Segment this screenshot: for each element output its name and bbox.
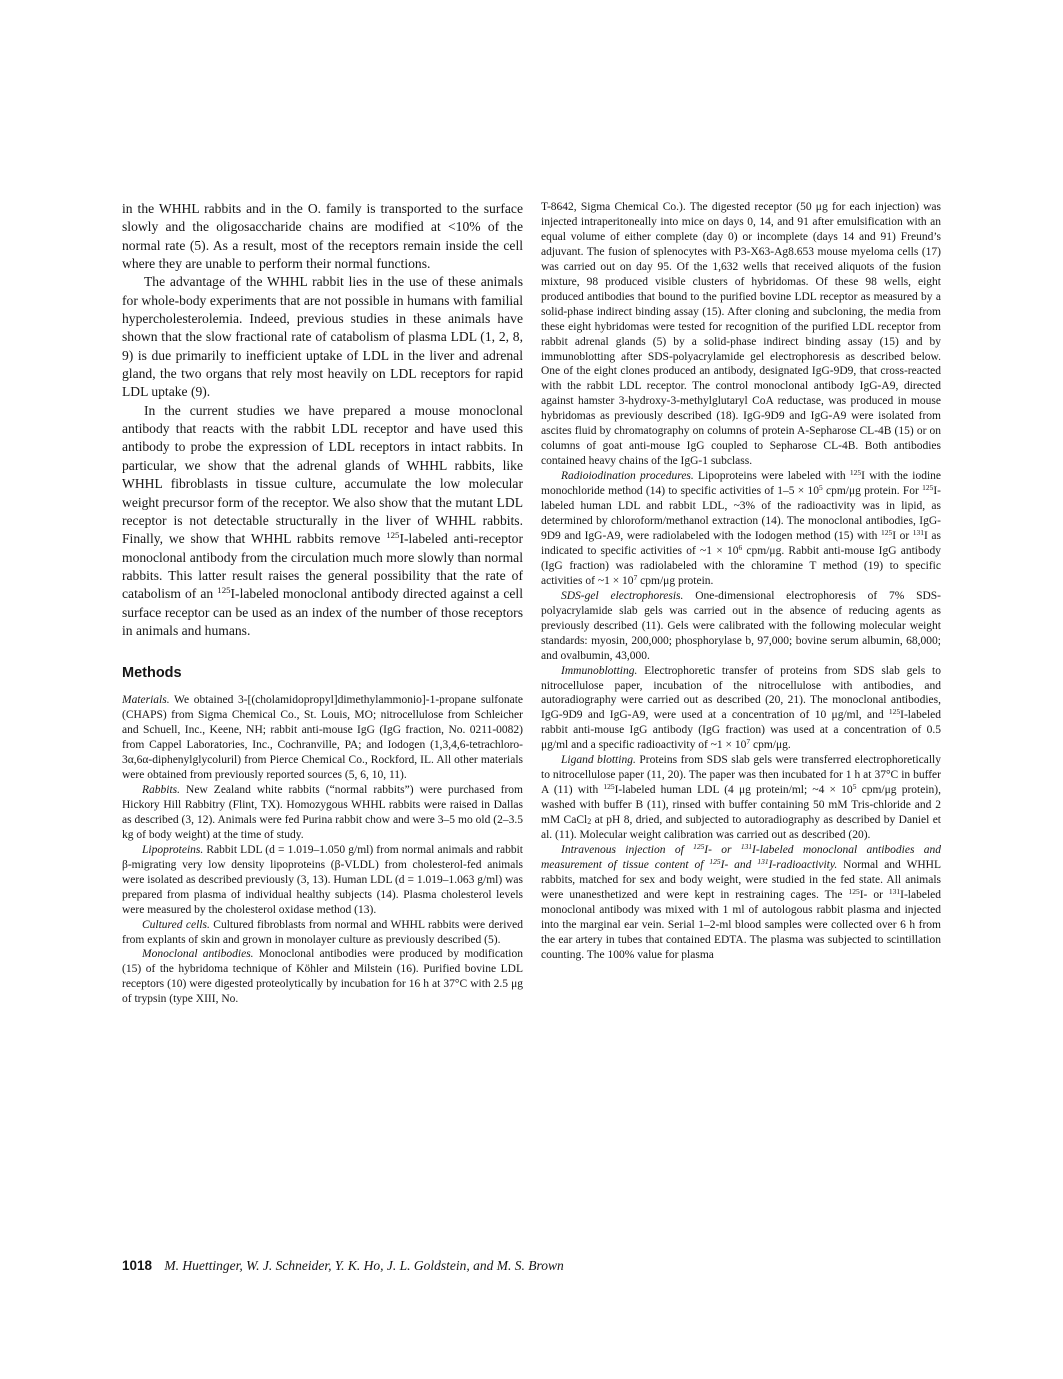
intravenous-injection-paragraph: Intravenous injection of $^{125}$I- or $^{131}$I-labeled monoclonal antibodies and measurement of tissue content of $^{125}$I- and $^{131}$I-radioactivity. Normal and WHHL rabbits, matched for sex and body weight, were studied in the fed state. All animals were unanesthetized and were kept in restraining cages. The $^{125}$I- or $^{131}$I-labeled monoclonal antibody was mixed with 1 ml of autologous rabbit plasma and injected into the marginal ear vein. Serial 1–2-ml blood samples were collected over 6 h from the ear artery in tubes that contained EDTA. The plasma was subjected to scintillation counting. The 100% value for plasma (541, 841, 941, 961)
monoclonal-antibodies-paragraph: Monoclonal antibodies. Monoclonal antibodies were produced by modification (15) of the hybridoma technique of Köhler and Milstein (16). Purified bovine LDL receptors (10) were digested proteolytically by incubation for 16 h at 37°C with 2.5 μg of trypsin (type XIII, No. (122, 948, 523, 1006)
cultured-cells-paragraph: Cultured cells. Cultured fibroblasts from normal and WHHL rabbits were derived from explants of skin and grown in monolayer culture as previously described (5). (122, 918, 523, 946)
radioiodination-paragraph: Radioiodination procedures. Lipoproteins were labeled with $^{125}$I with the iodine monochloride method (14) to specific activities of $1-5 \times 10^5$ cpm/μg protein. For $^{125}$I-labeled human LDL and rabbit LDL, ~3% of the radioactivity was in lipid, as determined by chloroform/methanol extraction (14). The monoclonal antibodies, IgG-9D9 and IgG-A9, were radiolabeled with the Iodogen method (15) with $^{125}$I or $^{131}$I as indicated to specific activities of ~1 × $10^6$ cpm/μg. Rabbit anti-mouse IgG antibody (IgG fraction) was radiolabeled with the chloramine T method (19) to specific activities of ~1 × $10^7$ cpm/μg protein. (541, 468, 942, 587)
page-footer (122, 1258, 564, 1274)
author-line: M. Huettinger, W. J. Schneider, Y. K. Ho, J. L. Goldstein, and M. S. Brown (164, 1258, 564, 1273)
left-column (122, 200, 523, 1007)
right-column (541, 200, 941, 963)
page-number: 1018 (122, 1258, 153, 1273)
monoclonal-antibodies-continued: T-8642, Sigma Chemical Co.). The digested receptor (50 μg for each injection) was injected intraperitoneally into mice on days 0, 14, and 91 after emulsification with an equal volume of either complete (day 0) or incomplete (days 14 and 91) Freund’s adjuvant. The fusion of splenocytes with P3-X63-Ag8.653 mouse myeloma cells (17) was carried out on day 95. Of the 1,632 wells that received aliquots of the fusion mixture, 98 produced visible clusters of hybridomas. Of these 98 wells, eight produced antibodies that bound to the purified bovine LDL receptor as measured by a solid-phase indirect binding assay (15). After cloning and subcloning, the media from these eight hybridomas were tested for recognition of the purified LDL receptor from rabbit adrenal glands (5) by a solid-phase indirect binding assay (15) and by immunoblotting after SDS-polyacrylamide gel electrophoresis as described below. One of the eight clones produced an antibody, designated IgG-9D9, that cross-reacted with the rabbit LDL receptor. The control monoclonal antibody IgG-A9, directed against hamster 3-hydroxy-3-methylglutaryl CoA reductase, was produced in mouse hybridomas as previously described (18). IgG-9D9 and IgG-A9 were isolated from ascites fluid by chromatography on columns of protein A-Sepharose CL-4B (15) or on columns of goat anti-mouse IgG coupled to Sepharose CL-4B. Both antibodies contained heavy chains of the IgG-1 subclass. (541, 201, 941, 468)
intro-paragraph: The advantage of the WHHL rabbit lies in the use of these animals for whole-body experiments that are not possible in humans with familial hypercholesterolemia. Indeed, previous studies in these animals have shown that the slow fractional rate of catabolism of plasma LDL (1, 2, 8, 9) is due primarily to inefficient uptake of LDL in the liver and adrenal gland, the two organs that rely most heavily on LDL receptors for rapid LDL uptake (9). (122, 274, 523, 400)
materials-paragraph: Materials. We obtained 3-[(cholamidopropyl]dimethylammonio]-1-propane sulfonate (CHAPS) from Sigma Chemical Co., St. Louis, MO; nitrocellulose from Schleicher and Schuell, Inc., Keene, NH; rabbit anti-mouse IgG (IgG fraction, No. 0211-0082) from Cappel Laboratories, Inc., Cochranville, PA; and Iodogen (1,3,4,6-tetrachloro-3α,6α-diphenylglycoluril) from Pierce Chemical Co., Rockford, IL. All other materials were obtained from previously reported sources (5, 6, 10, 11). (122, 694, 523, 782)
ligand-blotting-paragraph: Ligand blotting. Proteins from SDS slab gels were transferred electrophoretically to nitrocellulose paper (11, 20). The paper was then incubated for 1 h at 37°C in buffer A (11) with $^{125}$I-labeled human LDL (4 μg protein/ml; ~4 × $10^5$ cpm/μg protein), washed with buffer B (11), rinsed with buffer containing 50 mM Tris-chloride and 2 mM CaCl$_2$ at pH 8, dried, and subjected to autoradiography as described by Daniel et al. (11). Molecular weight calibration was carried out as described (20). (541, 754, 941, 842)
immunoblotting-paragraph: Immunoblotting. Electrophoretic transfer of proteins from SDS slab gels to nitrocellulose paper, incubation of the nitrocellulose with antibodies, and autoradiography were carried out as described (20, 21). The monoclonal antibodies, IgG-9D9 and IgG-A9, were used at a concentration of 10 μg/ml, and $^{125}$I-labeled rabbit anti-mouse IgG antibody (IgG fraction) was used at a concentration of 0.5 μg/ml and a specific radioactivity of ~1 × $10^7$ cpm/μg. (541, 664, 941, 752)
lipoproteins-paragraph: Lipoproteins. Rabbit LDL (d = 1.019–1.050 g/ml) from normal animals and rabbit β-migrating very low density lipoproteins (β-VLDL) from cholesterol-fed animals were isolated as described previously (3, 13). Human LDL (d = 1.019–1.063 g/ml) was prepared from plasma of individual healthy subjects (14). Plasma cholesterol levels were measured by the cholesterol oxidase method (13). (122, 843, 523, 916)
intro-paragraph: in the WHHL rabbits and in the O. family is transported to the surface slowly and the oligosaccharide chains are modified at <10% of the normal rate (5). As a result, most of the receptors remain inside the cell where they are unable to perform their normal functions. (122, 201, 523, 272)
sds-gel-paragraph: SDS-gel electrophoresis. One-dimensional electrophoresis of 7% SDS-polyacrylamide slab gels was carried out in the absence of reducing agents as previously described (11). Gels were calibrated with the following molecular weight standards: myosin, 200,000; phosphorylase b, 97,000; bovine serum albumin, 68,000; and ovalbumin, 43,000. (541, 589, 942, 662)
methods-heading: Methods (122, 665, 182, 682)
current-studies-paragraph: In the current studies we have prepared a mouse monoclonal antibody that reacts with the rabbit LDL receptor and have used this antibody to probe the expression of LDL receptors in intact rabbits. In particular, we show that the adrenal glands of WHHL rabbits, like WHHL fibroblasts in tissue culture, accumulate the low molecular weight precursor form of the receptor. We also show that the mutant LDL receptor is not detectable structurally in the liver of WHHL rabbits. Finally, we show that WHHL rabbits remove $^{125}$I-labeled anti-receptor monoclonal antibody from the circulation much more slowly than normal rabbits. This latter result raises the general possibility that the rate of catabolism of an $^{125}$I-labeled monoclonal antibody directed against a cell surface receptor can be used as an index of the number of those receptors in animals and humans. (122, 402, 523, 638)
rabbits-paragraph: Rabbits. New Zealand white rabbits (“normal rabbits”) were purchased from Hickory Hill Rabbitry (Flint, TX). Homozygous WHHL rabbits were raised in Dallas as described (3, 12). Animals were fed Purina rabbit chow and were 3–5 mo old (2–3.5 kg of body weight) at the time of study. (122, 783, 523, 841)
